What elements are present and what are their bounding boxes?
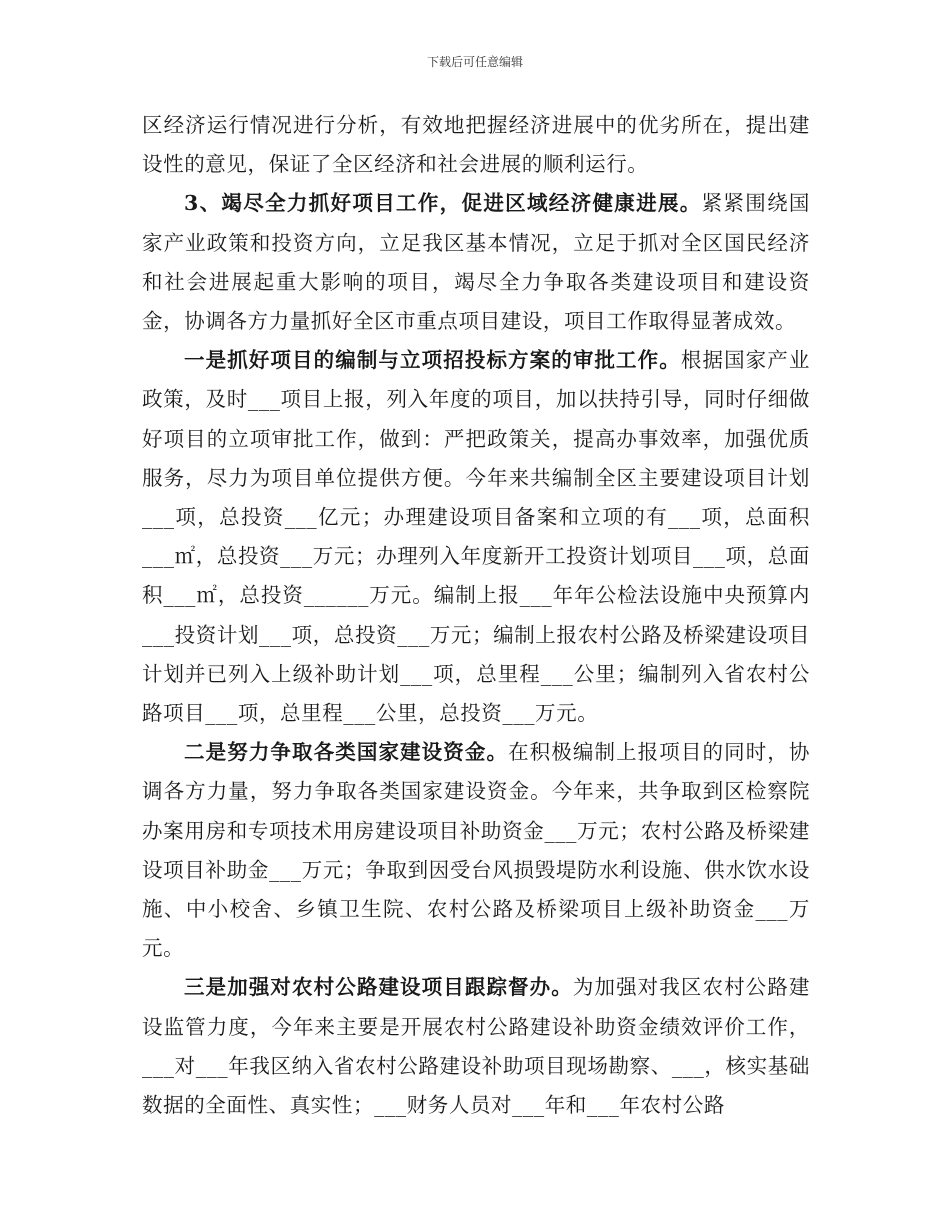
paragraph-heading: 一是抓好项目的编制与立项招投标方案的审批工作。 (184, 348, 681, 373)
paragraph-heading: 二是努力争取各类国家建设资金。 (184, 740, 509, 765)
paragraph-road-supervision (142, 968, 810, 1125)
paragraph-text: 区经济运行情况进行分析，有效地把握经济进展中的优劣所在，提出建设性的意见，保证了全区经济和社会进展的顺利运行。 (142, 113, 810, 177)
paragraph-funding (142, 733, 810, 968)
paragraph-heading: 三是加强对农村公路建设项目跟踪督办。 (184, 975, 573, 1000)
paragraph-heading: 3、竭尽全力抓好项目工作，促进区域经济健康进展。 (184, 191, 702, 216)
paragraph-text: 为加强对我区农村公路建设监管力度，今年来主要是开展农村公路建设补助资金绩效评价工作，___对___年我区纳入省农村公路建设补助项目现场勘察、___，核实基础数据的全面性、真实性；___财务人员对___年和___年农村公路 (142, 975, 810, 1118)
paragraph-project-approval (142, 341, 810, 733)
page-header: 下载后可任意编辑 (426, 55, 523, 69)
paragraph-text: 紧紧围绕国家产业政策和投资方向，立足我区基本情况，立足于抓对全区国民经济和社会进展起重大影响的项目，竭尽全力争取各类建设项目和建设资金，协调各方力量抓好全区市重点项目建设，项目工作取得显著成效。 (142, 191, 810, 334)
document-body (142, 106, 810, 1125)
paragraph-continued (142, 106, 810, 184)
paragraph-text: 在积极编制上报项目的同时，协调各方力量，努力争取各类国家建设资金。今年来，共争取到区检察院办案用房和专项技术用房建设项目补助资金___万元；农村公路及桥梁建设项目补助金___万元；争取到因受台风损毁堤防水利设施、供水饮水设施、中小校舍、乡镇卫生院、农村公路及桥梁项目上级补助资金___万元。 (142, 740, 810, 961)
paragraph-text: 根据国家产业政策，及时___项目上报，列入年度的项目，加以扶持引导，同时仔细做好项目的立项审批工作，做到：严把政策关，提高办事效率，加强优质服务，尽力为项目单位提供方便。今年来共编制全区主要建设项目计划___项，总投资___亿元；办理建设项目备案和立项的有___项，总面积___㎡，总投资___万元；办理列入年度新开工投资计划项目___项，总面积___㎡，总投资______万元。编制上报___年年公检法设施中央预算内___投资计划___项，总投资___万元；编制上报农村公路及桥梁建设项目计划并已列入上级补助计划___项，总里程___公里；编制列入省农村公路项目___项，总里程___公里，总投资___万元。 (142, 348, 810, 726)
paragraph-project-work (142, 184, 810, 341)
